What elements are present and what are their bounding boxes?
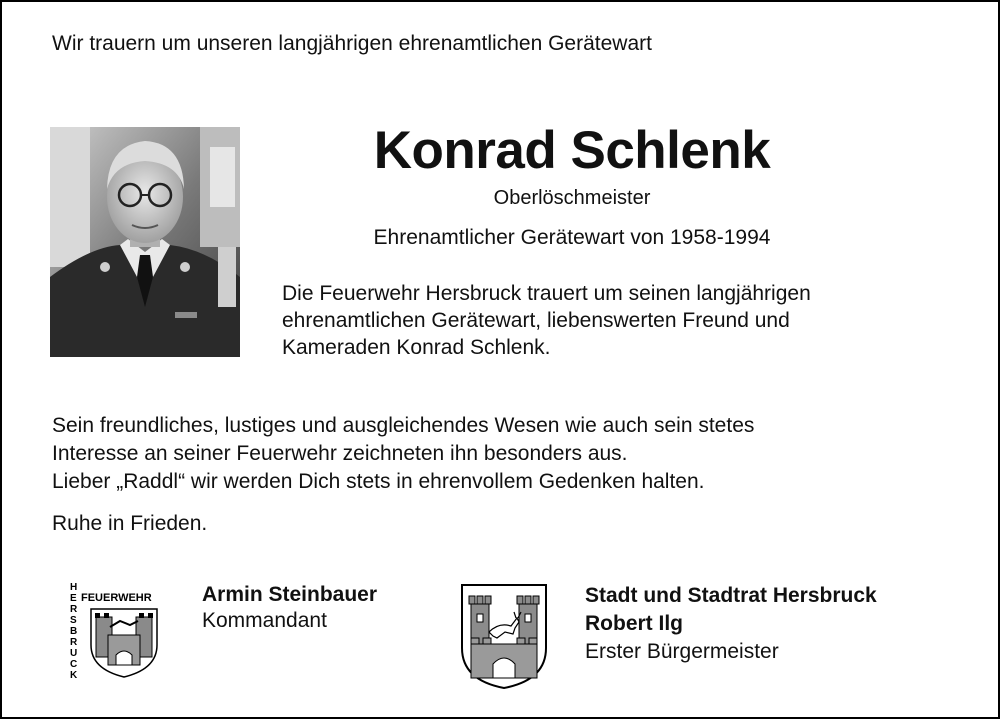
crest-side-letter: R <box>70 604 78 615</box>
portrait-photo <box>50 127 240 357</box>
crest-side-letter: S <box>70 615 77 626</box>
crest-side-letter: K <box>70 670 78 679</box>
crest-side-letter: C <box>70 659 78 670</box>
signatory-commander <box>202 582 377 634</box>
crest-side-letter: R <box>70 637 78 648</box>
signatory-title: Kommandant <box>202 609 327 632</box>
signatory-organization: Stadt und Stadtrat Hersbruck <box>585 584 877 607</box>
signatory-name: Robert Ilg <box>585 612 683 635</box>
crest-side-letter: E <box>70 593 77 604</box>
tribute-line: Lieber „Raddl“ wir werden Dich stets in ehrenvollem Gedenken halten. <box>52 470 705 493</box>
crest-top-text: FEUERWEHR <box>81 592 152 604</box>
message-line: Die Feuerwehr Hersbruck trauert um seinen langjährigen <box>282 282 811 305</box>
tribute-line: Sein freundliches, lustiges und ausgleichendes Wesen wie auch sein stetes <box>52 414 755 437</box>
message-line: ehrenamtlichen Gerätewart, liebenswerten Freund und <box>282 309 790 332</box>
signatory-name: Armin Steinbauer <box>202 583 378 606</box>
town-crest-icon <box>459 582 549 690</box>
crest-side-letter: H <box>70 582 78 593</box>
closing-line: Ruhe in Frieden. <box>52 512 208 535</box>
deceased-name: Konrad Schlenk <box>373 121 771 180</box>
fire-brigade-crest-icon <box>64 577 162 679</box>
crest-side-letter: B <box>70 626 78 637</box>
intro-line: Wir trauern um unseren langjährigen ehrenamtlichen Gerätewart <box>52 32 652 55</box>
crest-side-letter: U <box>70 648 78 659</box>
signatory-town <box>585 582 877 666</box>
signatory-title: Erster Bürgermeister <box>585 640 779 663</box>
condolence-message <box>282 280 982 361</box>
tribute-paragraph <box>52 412 754 496</box>
deceased-role: Ehrenamtlicher Gerätewart von 1958-1994 <box>373 226 771 249</box>
tribute-line: Interesse an seiner Feuerwehr zeichneten ihn besonders aus. <box>52 442 628 465</box>
message-line: Kameraden Konrad Schlenk. <box>282 336 551 359</box>
deceased-rank: Oberlöschmeister <box>493 187 651 209</box>
